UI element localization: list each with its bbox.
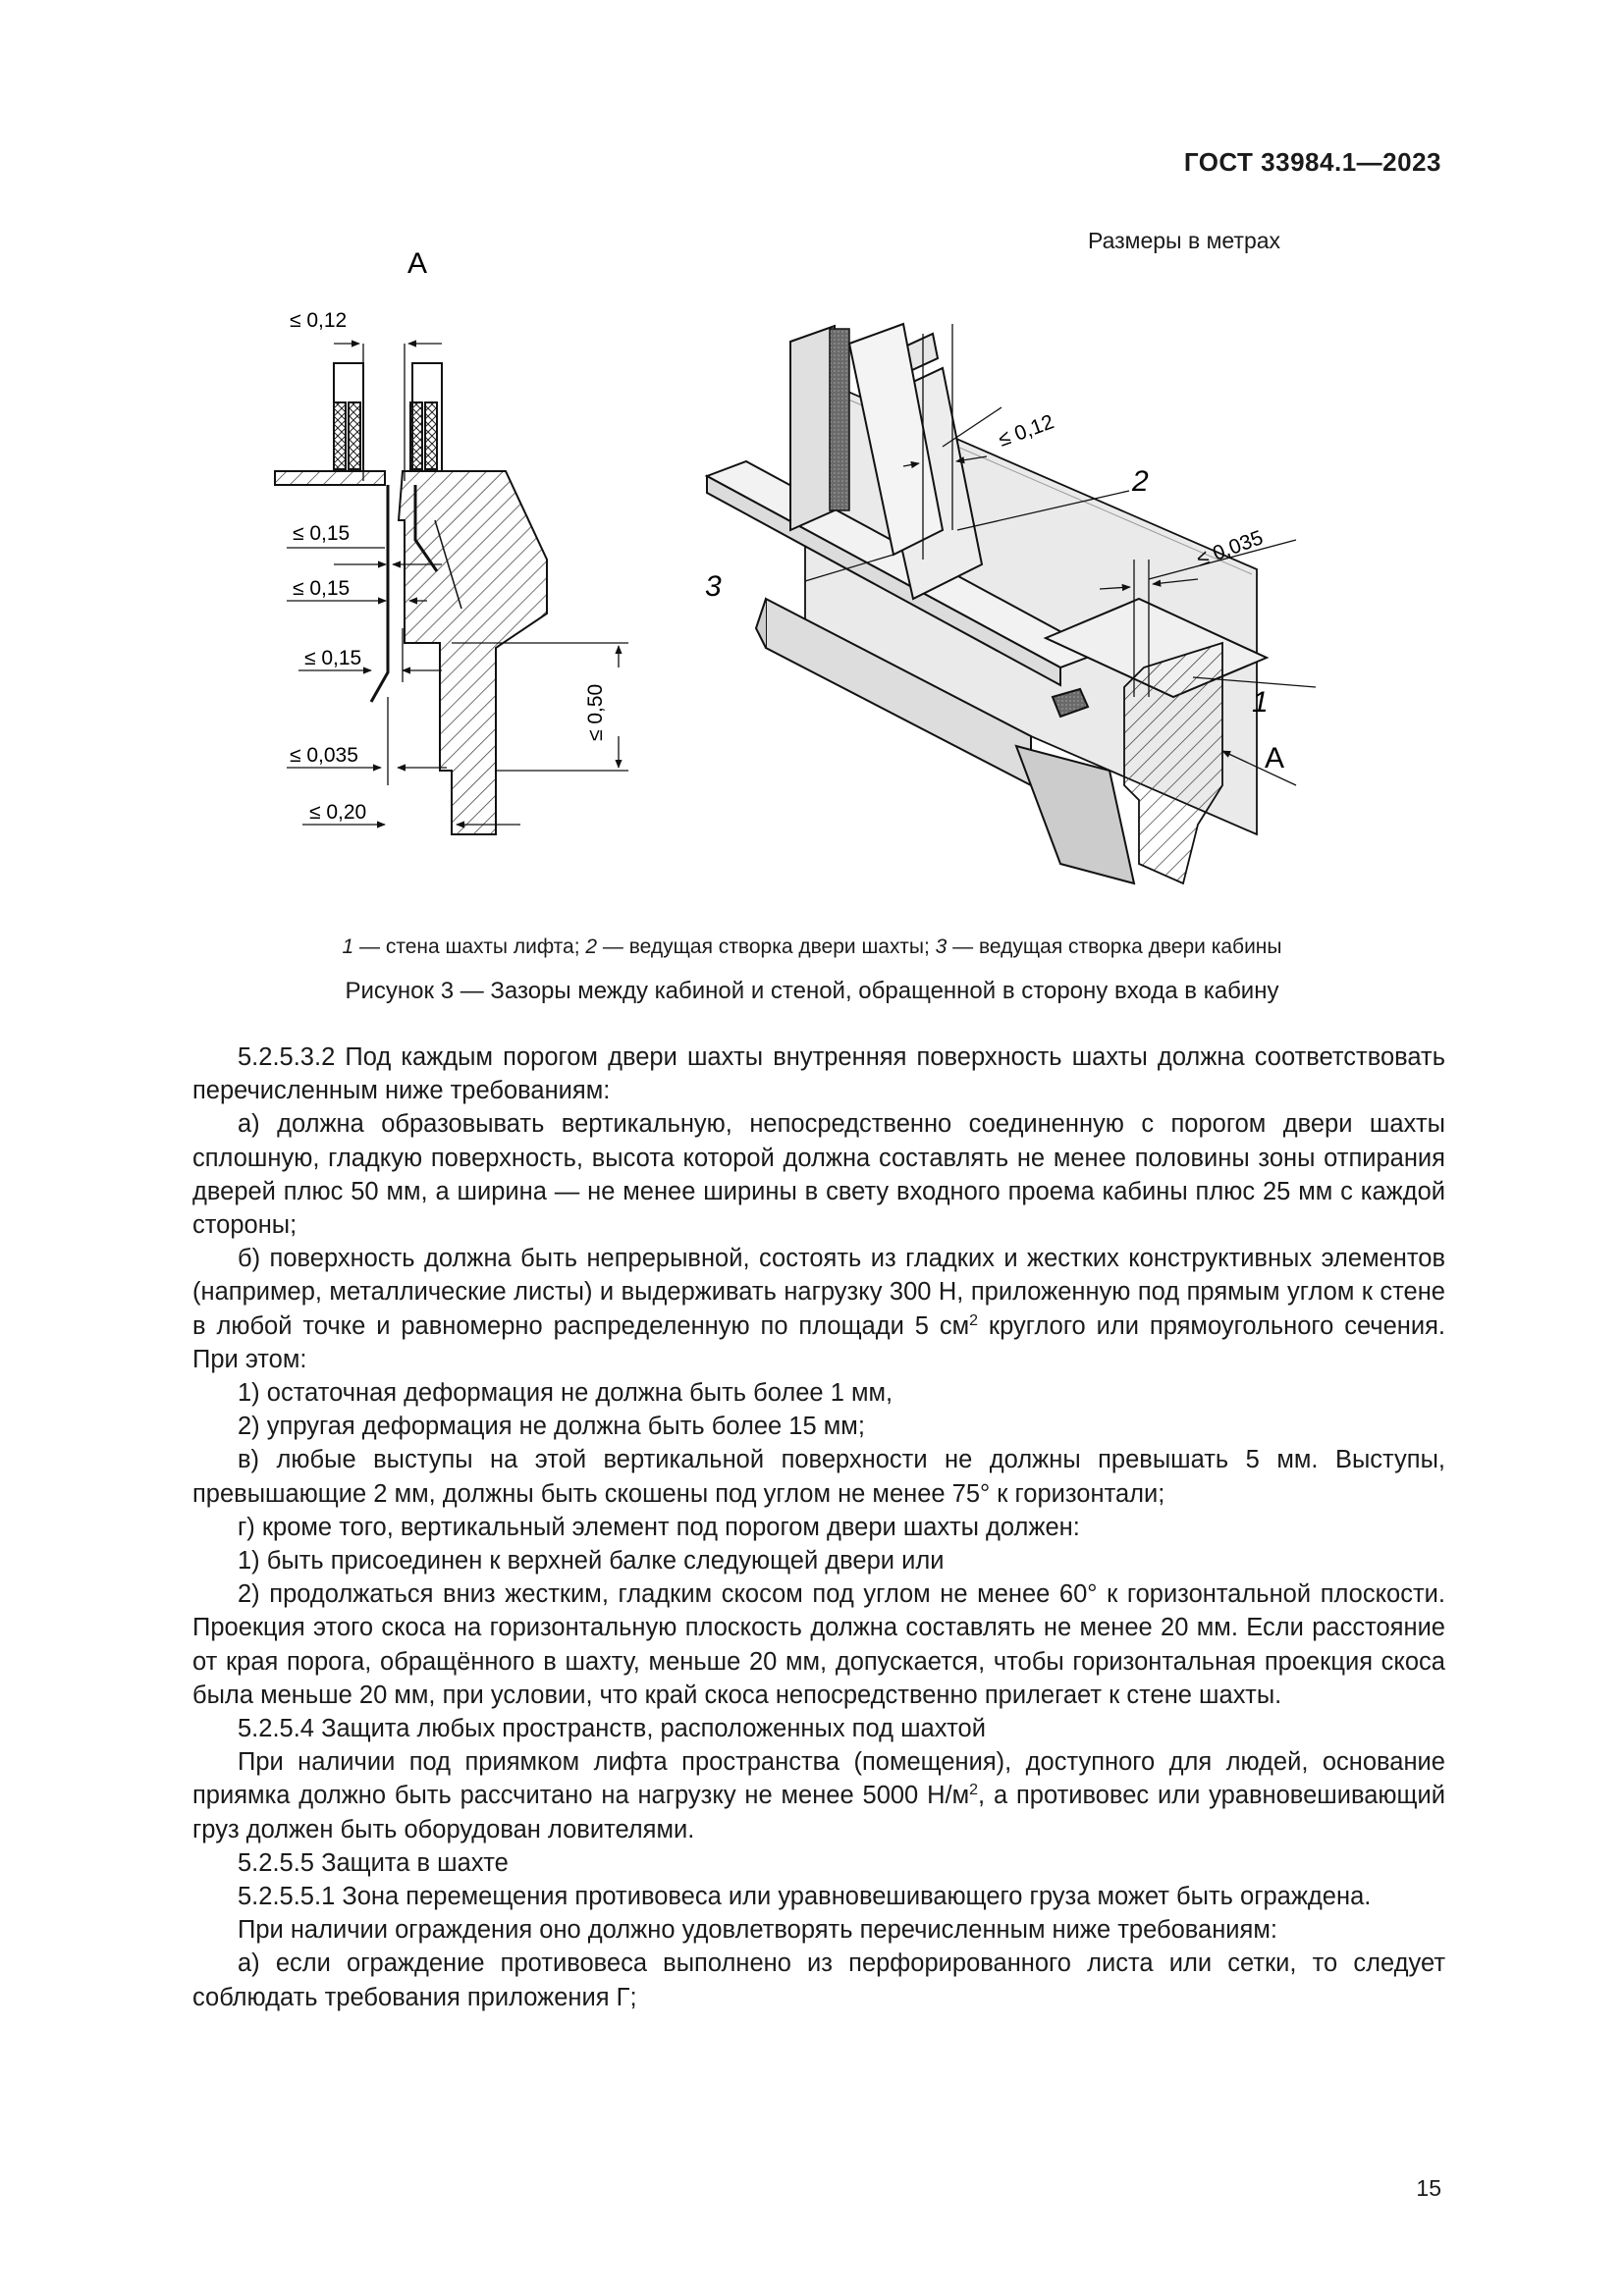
paragraph: 5.2.5.5 Защита в шахте xyxy=(238,1848,509,1877)
callout-number: 3 xyxy=(705,570,722,603)
paragraph: а) если ограждение противовеса выполнено из перфорированного листа или сетки, то следует соблюдать требования приложения Г; xyxy=(192,1949,1445,2011)
paragraph: 5.2.5.4 Защита любых пространств, расположенных под шахтой xyxy=(238,1715,986,1743)
paragraph: 5.2.5.3.2 Под каждым порогом двери шахты внутренняя поверхность шахты должна соответствовать перечисленным ниже требованиям: xyxy=(192,1043,1445,1105)
superscript: 2 xyxy=(969,1782,979,1799)
superscript: 2 xyxy=(969,1311,979,1329)
legend-num: 1 xyxy=(342,935,354,958)
dim-label: ≤ 0,50 xyxy=(584,683,607,741)
paragraph: 2) упругая деформация не должна быть более 15 мм; xyxy=(238,1413,865,1441)
paragraph: г) кроме того, вертикальный элемент под порогом двери шахты должен: xyxy=(238,1513,1080,1541)
figure-3-drawing xyxy=(255,236,1316,923)
legend-text: — ведущая створка двери шахты; xyxy=(597,935,936,958)
view-label: А xyxy=(407,247,428,280)
page-number: 15 xyxy=(1416,2175,1441,2201)
dim-label: ≤ 0,20 xyxy=(309,801,367,824)
dim-label: ≤ 0,15 xyxy=(304,647,362,669)
figure-legend xyxy=(0,935,1624,959)
paragraph: При наличии ограждения оно должно удовлетворять перечисленным ниже требованиям: xyxy=(238,1916,1277,1945)
dim-label: ≤ 0,035 xyxy=(1193,526,1267,571)
dim-label: ≤ 0,035 xyxy=(290,744,358,767)
paragraph: б) поверхность должна быть непрерывной, состоять из гладких и жестких конструктивных элементов (например, металлические листы) и выдерживать нагрузку 300 Н, приложенную под прямым углом к стене в любой точке и равномерно распределенную по площади 5 $см^2$ круглого или прямоугольного сечения. При этом: xyxy=(192,1245,1445,1373)
callout-number: 1 xyxy=(1252,686,1269,719)
paragraph: в) любые выступы на этой вертикальной поверхности не должны превышать 5 мм. Выступы, превышающие 2 мм, должны быть скошены под углом не менее 75° к горизонтали; xyxy=(192,1446,1445,1508)
legend-text: — ведущая створка двери кабины xyxy=(947,935,1282,958)
legend-num: 3 xyxy=(935,935,947,958)
dim-label: ≤ 0,15 xyxy=(293,522,351,545)
view-arrow-label: А xyxy=(1265,742,1285,774)
document-code: ГОСТ 33984.1—2023 xyxy=(1183,147,1441,177)
paragraph: 1) быть присоединен к верхней балке следующей двери или xyxy=(238,1547,945,1575)
figure-caption: Рисунок 3 — Зазоры между кабиной и стеной, обращенной в сторону входа в кабину xyxy=(345,978,1279,1004)
dim-label: ≤ 0,15 xyxy=(293,577,351,600)
body-text xyxy=(192,1041,1445,2014)
dim-label: ≤ 0,12 xyxy=(995,410,1057,452)
paragraph: При наличии под приямком лифта пространства (помещения), доступного для людей, основание приямка должно быть рассчитано на нагрузку не менее 5000 $Н/м^2$, а противовес или уравновешивающий груз должен быть оборудован ловителями. xyxy=(192,1748,1445,1843)
paragraph: 2) продолжаться вниз жестким, гладким скосом под углом не менее 60° к горизонтальной плоскости. Проекция этого скоса на горизонтальную плоскость должна составлять не менее 20 мм. Если расстояние от края порога, обращённого в шахту, меньше 20 мм, допускается, чтобы горизонтальная проекция скоса была меньше 20 мм, при условии, что край скоса непосредственно прилегает к стене шахты. xyxy=(192,1580,1445,1709)
paragraph: а) должна образовывать вертикальную, непосредственно соединенную с порогом двери шахты сплошную, гладкую поверхность, высота которой должна составлять не менее половины зоны отпирания дверей плюс 50 мм, а ширина — не менее ширины в свету входного проема кабины плюс 25 мм с каждой стороны; xyxy=(192,1110,1445,1240)
units-note: Размеры в метрах xyxy=(1088,228,1281,253)
paragraph: 5.2.5.5.1 Зона перемещения противовеса или уравновешивающего груза может быть ограждена. xyxy=(238,1883,1372,1911)
callout-number: 2 xyxy=(1132,465,1149,498)
paragraph: 1) остаточная деформация не должна быть более 1 мм, xyxy=(238,1379,893,1408)
legend-text: — стена шахты лифта; xyxy=(353,935,586,958)
isometric-view xyxy=(707,324,1267,883)
dim-label: ≤ 0,12 xyxy=(290,309,348,332)
legend-num: 2 xyxy=(585,935,598,958)
